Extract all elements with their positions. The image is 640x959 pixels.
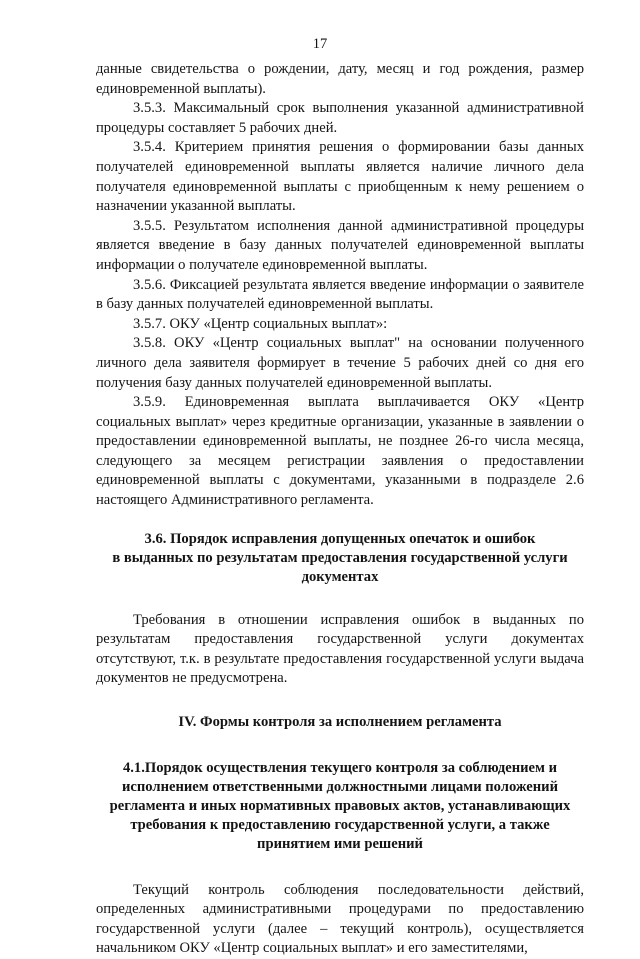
section-3-6-heading (96, 530, 584, 587)
paragraph-3-5-3: 3.5.3. Максимальный срок выполнения указанной административной процедуры составляет 5 рабочих дней. (96, 100, 584, 136)
section-4-1-text: Текущий контроль соблюдения последовательности действий, определенных административными процедурами по предоставлению государственной услуги (далее – текущий контроль), осуществляется начальником ОКУ «Центр социальных выплат» и его заместителями, (96, 881, 584, 957)
paragraph-3-5-9: 3.5.9. Единовременная выплата выплачивается ОКУ «Центр социальных выплат» через кредитные организации, указанные в заявлении о предоставлении единовременной выплаты, не позднее 26-го числа месяца, следующего за месяцем регистрации заявления о предоставлении единовременной выплаты с документами, указанными в подразделе 2.6 настоящего Административного регламента. (96, 394, 584, 509)
paragraph-continuation: данные свидетельства о рождении, дату, месяц и год рождения, размер единовременной выплаты). (96, 61, 584, 97)
paragraph-3-5-6: 3.5.6. Фиксацией результата является введение информации о заявителе в базу данных получателей единовременной выплаты. (96, 276, 584, 313)
section-3-6-heading-line-1: 3.6. Порядок исправления допущенных опечаток и ошибок (144, 530, 536, 547)
section-3-6-heading-line-3: документах (301, 568, 379, 585)
section-3-6-heading-line-2: в выданных по результатам предоставления государственной услуги (112, 549, 568, 566)
paragraph-3-5-4: 3.5.4. Критерием принятия решения о формировании базы данных получателей единовременной выплаты является наличие личного дела получателя единовременной выплаты с приобщенным к нему решением о назначении указанной выплаты. (96, 139, 584, 215)
section-3-6-text: Требования в отношении исправления ошибок в выданных по результатам предоставления государственной услуги документах отсутствуют, т.к. в результате предоставления государственной услуги выдача документов не предусмотрена. (96, 611, 584, 687)
paragraph-3-5-5: 3.5.5. Результатом исполнения данной административной процедуры является введение в базу данных получателей единовременной выплаты информации о получателе единовременной выплаты. (96, 217, 584, 273)
page-content (96, 60, 584, 959)
section-4-heading: IV. Формы контроля за исполнением регламента (178, 714, 502, 731)
page-number: 17 (312, 36, 328, 52)
paragraph-3-5-8: 3.5.8. ОКУ «Центр социальных выплат" на основании полученного личного дела заявителя формирует в течение 5 рабочих дней со дня его получения базу данных получателей единовременной выплаты. (96, 335, 584, 391)
section-4-1-heading: 4.1.Порядок осуществления текущего контроля за соблюдением и исполнением ответственными должностными лицами положений регламента и иных нормативных правовых актов, устанавливающих требования к предоставлению государственной услуги, а также принятием ими решений (109, 759, 571, 852)
paragraph-3-5-7: 3.5.7. ОКУ «Центр социальных выплат»: (133, 315, 388, 332)
